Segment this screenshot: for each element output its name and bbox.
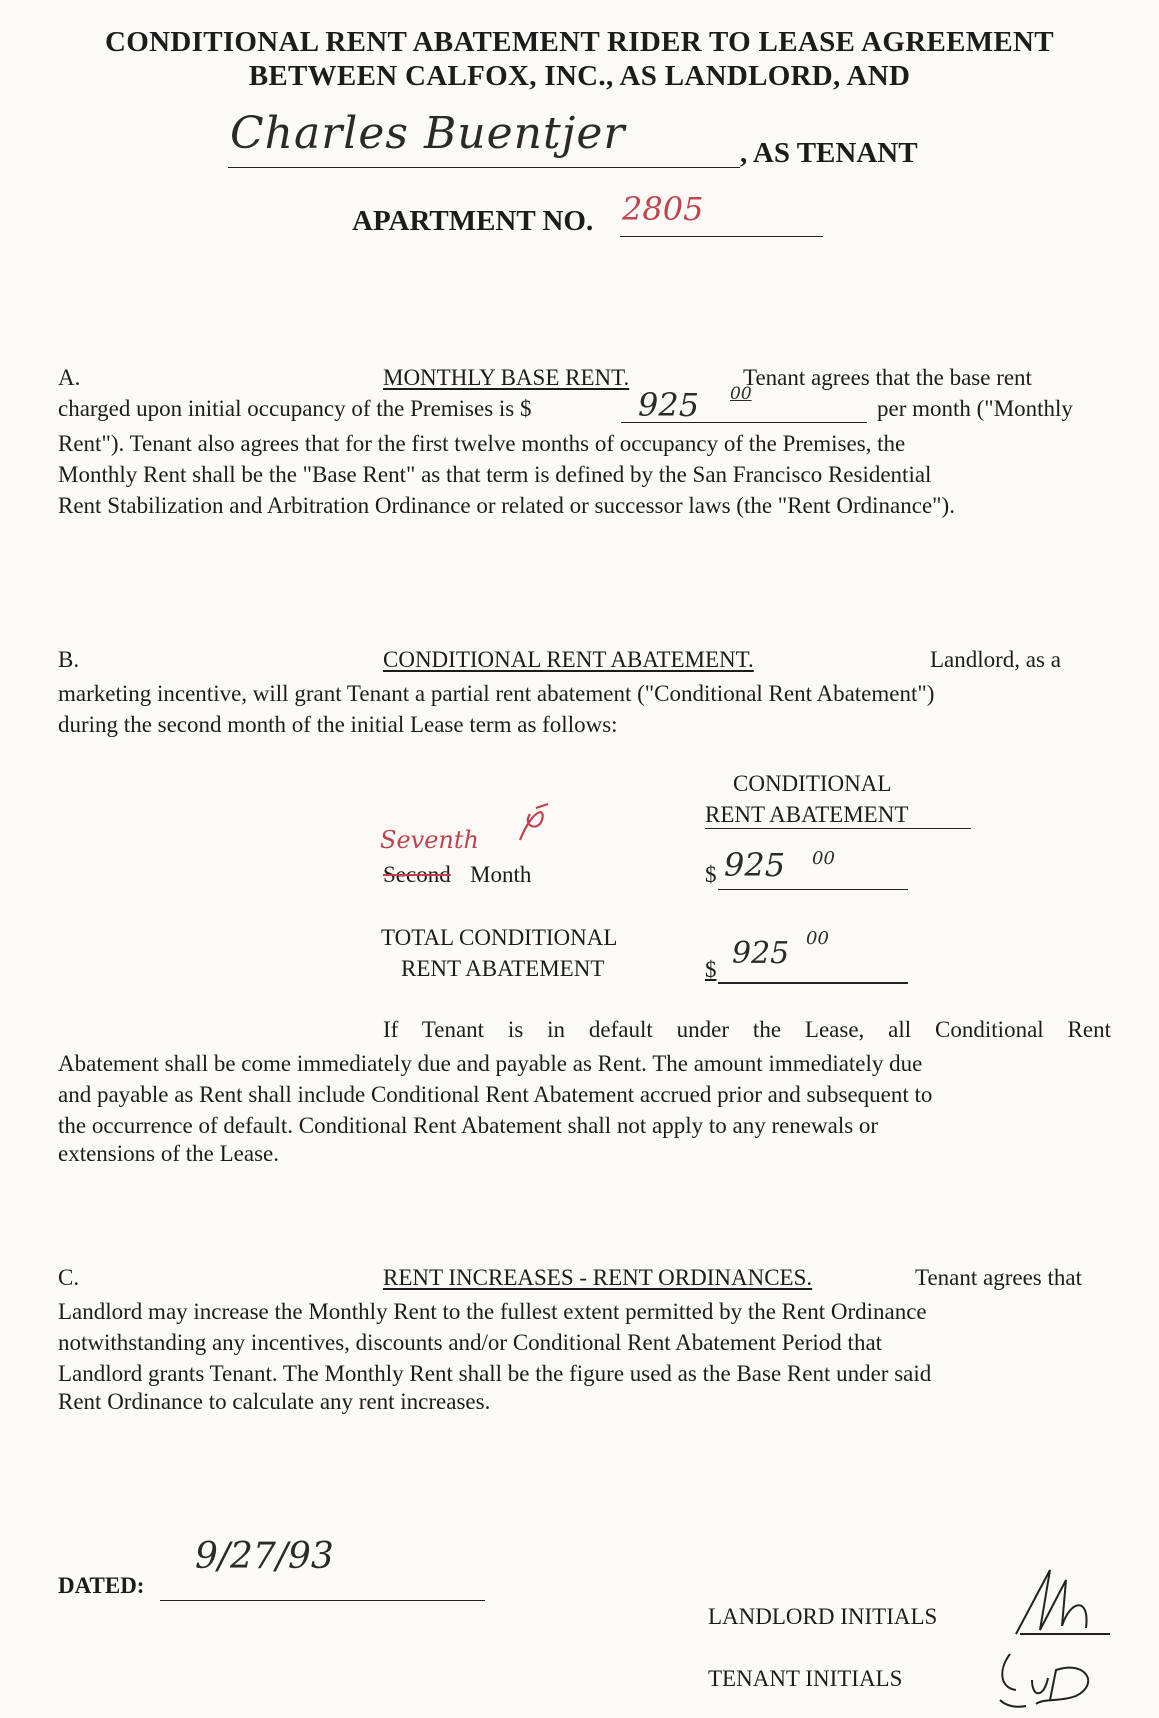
total-label-line-2: RENT ABATEMENT [401, 956, 605, 981]
default-text-5: extensions of the Lease. [58, 1141, 279, 1166]
title-line-2: BETWEEN CALFOX, INC., AS LANDLORD, AND [248, 60, 911, 92]
month-struck-text: Second [383, 862, 451, 887]
section-c-text-5: Rent Ordinance to calculate any rent increases. [58, 1389, 491, 1414]
section-a-text-3: per month ("Monthly [877, 396, 1073, 421]
section-c-text-2: Landlord may increase the Monthly Rent to the fullest extent permitted by the Rent Ordinance [58, 1299, 927, 1324]
default-text-3: and payable as Rent shall include Conditional Rent Abatement accrued prior and subsequent to [58, 1082, 933, 1107]
month-label: Month [470, 862, 532, 887]
section-a-text-1: Tenant agrees that the base rent [743, 365, 1032, 390]
rent-amount-handwritten: 925 [638, 386, 700, 424]
section-b-text-3: during the second month of the initial Lease term as follows: [58, 712, 618, 737]
column-header-line-2: RENT ABATEMENT [705, 802, 909, 827]
section-c-text-1: Tenant agrees that [915, 1265, 1082, 1290]
month-amount-cents: 00 [812, 848, 835, 869]
section-c-heading: RENT INCREASES - RENT ORDINANCES. [383, 1265, 813, 1290]
total-amount-handwritten: 925 [732, 936, 790, 971]
section-a-heading: MONTHLY BASE RENT. [383, 365, 630, 390]
correction-initial-mark [512, 800, 554, 850]
dated-value-handwritten: 9/27/93 [195, 1536, 334, 1577]
month-handwritten-correction: Seventh [380, 826, 479, 854]
section-a-text-2: charged upon initial occupancy of the Premises is $ [58, 396, 532, 421]
section-a-text-5: Monthly Rent shall be the "Base Rent" as that term is defined by the San Francisco Residential [58, 462, 932, 487]
rent-amount-line [621, 422, 867, 423]
rent-amount-cents: 00 [730, 384, 752, 404]
apartment-label: APARTMENT NO. [352, 205, 594, 237]
tenant-initials-label: TENANT INITIALS [708, 1666, 903, 1691]
month-amount-handwritten: 925 [724, 846, 786, 884]
tenant-name-handwritten: Charles Buentjer [230, 108, 626, 159]
section-c-letter: C. [58, 1265, 80, 1290]
section-a-letter: A. [58, 365, 81, 390]
total-amount-line [718, 982, 908, 984]
default-text-4: the occurrence of default. Conditional Rent Abatement shall not apply to any renewals or [58, 1113, 879, 1138]
total-label-line-1: TOTAL CONDITIONAL [381, 925, 618, 950]
as-tenant-label: , AS TENANT [740, 137, 918, 169]
section-a-text-4: Rent"). Tenant also agrees that for the first twelve months of occupancy of the Premises, the [58, 431, 906, 456]
dated-line [160, 1600, 485, 1601]
apartment-number-handwritten: 2805 [622, 190, 704, 228]
month-dollar-sign: $ [705, 862, 717, 887]
tenant-name-line [228, 167, 740, 168]
section-c-text-3: notwithstanding any incentives, discounts and/or Conditional Rent Abatement Period that [58, 1330, 883, 1355]
section-b-text-1: Landlord, as a [930, 647, 1061, 672]
title-line-1: CONDITIONAL RENT ABATEMENT RIDER TO LEASE AGREEMENT [105, 26, 1054, 58]
landlord-initials-signature [1010, 1560, 1110, 1640]
default-text-2: Abatement shall be come immediately due and payable as Rent. The amount immediately due [58, 1051, 923, 1076]
section-b-text-2: marketing incentive, will grant Tenant a partial rent abatement ("Conditional Rent Abatement") [58, 681, 935, 706]
month-amount-line [718, 889, 908, 890]
apartment-line [620, 236, 823, 237]
section-c-text-4: Landlord grants Tenant. The Monthly Rent shall be the figure used as the Base Rent under said [58, 1361, 932, 1386]
dated-label: DATED: [58, 1573, 145, 1598]
tenant-initials-signature [996, 1640, 1116, 1714]
column-header-underline [705, 828, 971, 829]
section-b-heading: CONDITIONAL RENT ABATEMENT. [383, 647, 754, 672]
default-text-1: If Tenant is in default under the Lease, all Conditional Rent [383, 1017, 1111, 1042]
landlord-initials-label: LANDLORD INITIALS [708, 1604, 938, 1629]
section-a-text-6: Rent Stabilization and Arbitration Ordinance or related or successor laws (the "Rent Ordinance"). [58, 493, 955, 518]
total-dollar-sign: $ [705, 957, 717, 982]
total-amount-cents: 00 [806, 928, 829, 949]
column-header-line-1: CONDITIONAL [733, 771, 892, 796]
section-b-letter: B. [58, 647, 80, 672]
